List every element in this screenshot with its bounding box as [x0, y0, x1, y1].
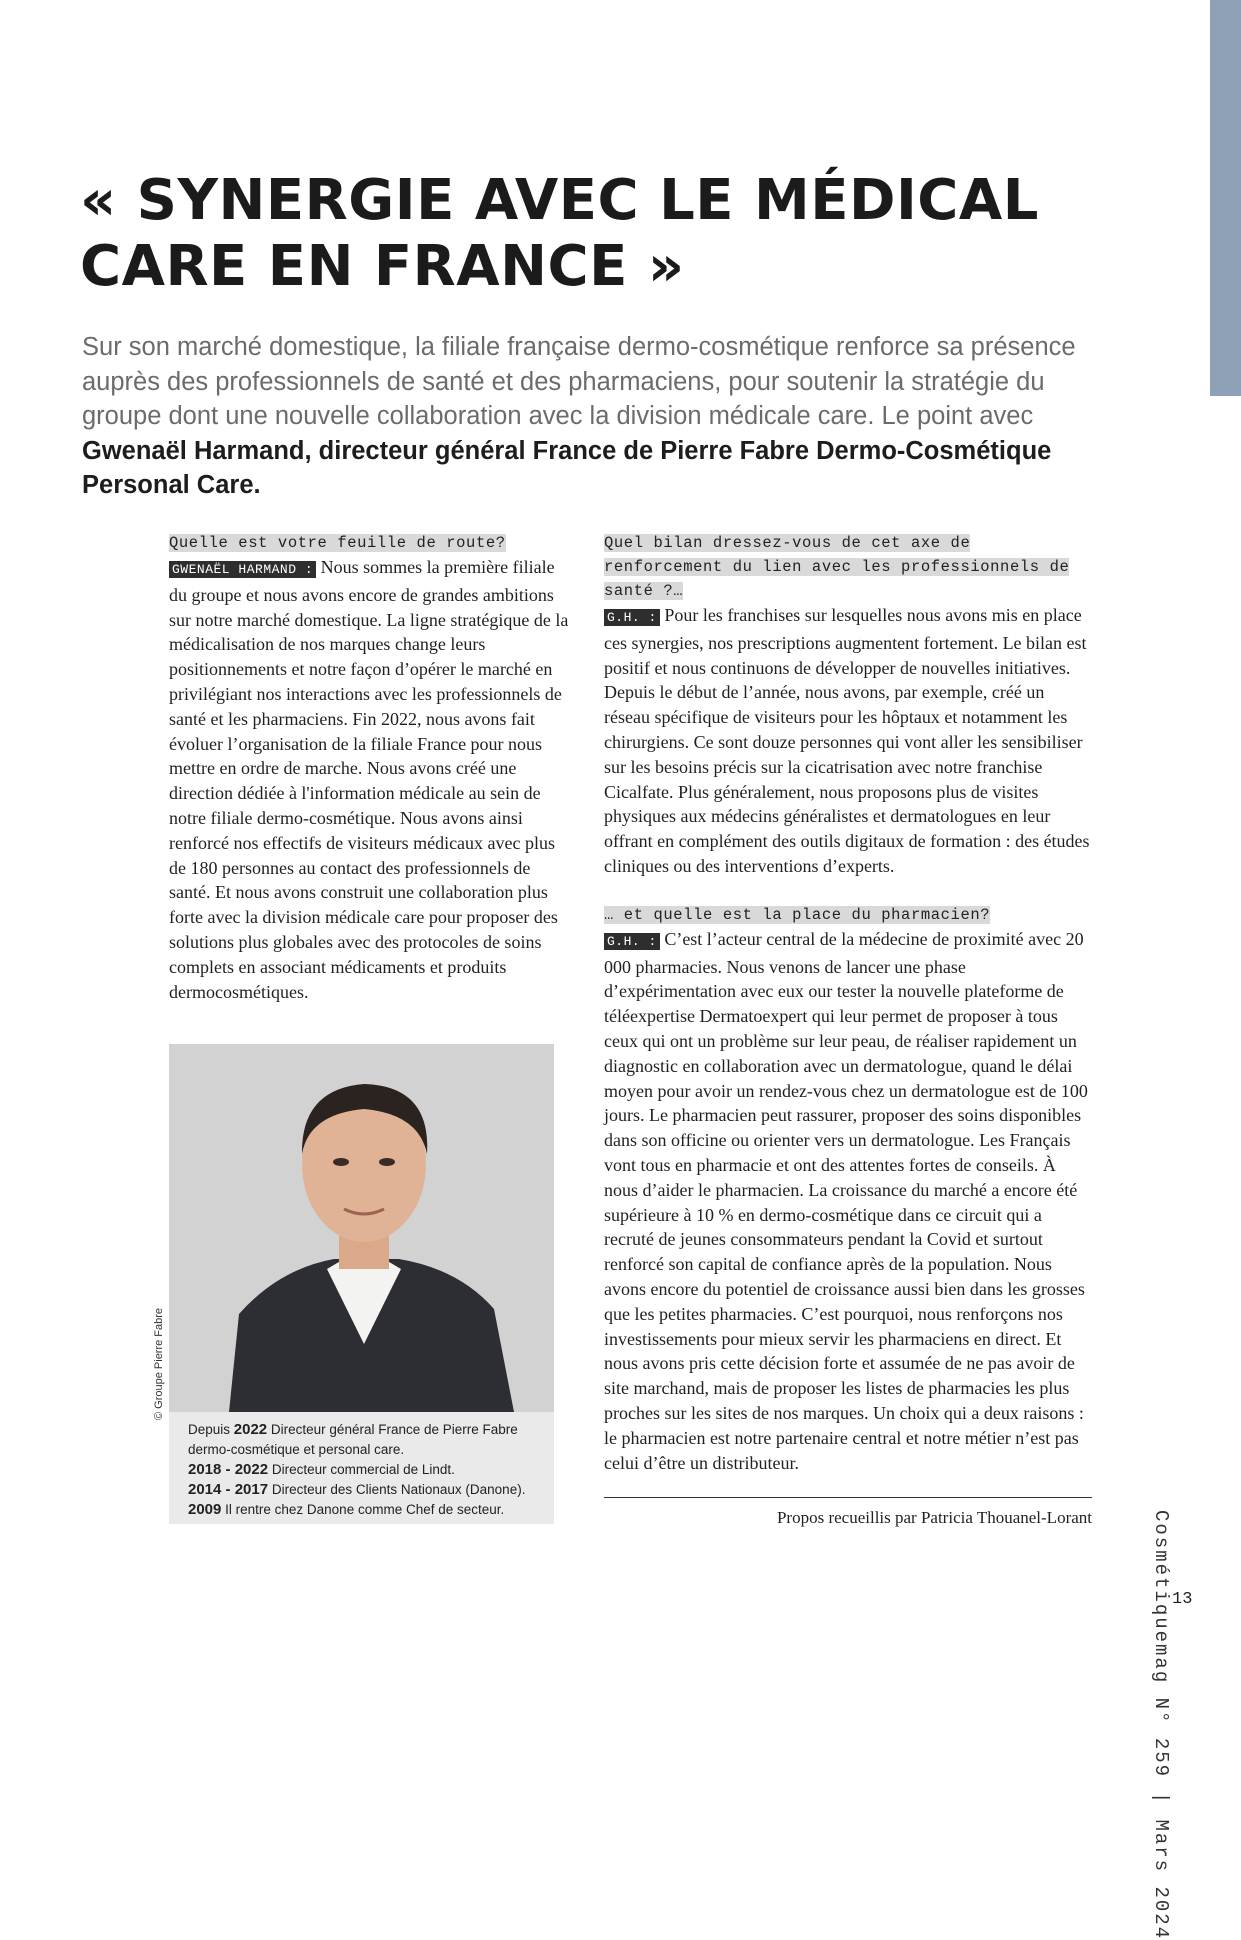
article-lead [82, 330, 1092, 503]
magazine-name: Cosmétiquemag N° 259 [1150, 1510, 1172, 1779]
career-caption [188, 1420, 548, 1520]
section-tab [1210, 0, 1241, 396]
answer-3: G.H. : C’est l’acteur central de la médecine de proximité avec 20 000 pharmacies. Nous venons de lancer une phase d’expérimentation avec eux our tester la nouvelle plateforme de téléexpertise Dermatoexpert qui leur permet de proposer à tous ceux qui ont un problème sur leur peau, de réaliser rapidement un diagnostic en collaboration avec un dermatologue, quand le délai moyen pour avoir un rendez-vous chez un dermatologue est de 100 jours. Le pharmacien peut rassurer, proposer des soins disponibles dans son officine ou orienter vers un dermatologue. Les Français vont tous en pharmacie et ont des attentes fortes de conseils. À nous d’aider le pharmacien. La croissance du marché a encore été supérieure à 10 % en dermo-cosmétique dans ce circuit qui a recruté de jeunes consommateurs pendant la Covid et surtout renforcé son capital de confiance après de la population. Nous avons encore du potentiel de croissance aussi bien dans les grosses que les petites pharmacies. C’est pourquoi, nous renforçons nos investissements pour mieux servir les pharmaciens en direct. Et nous avons pris cette décision forte et assumée de ne pas avoir de site marchand, mais de proposer les listes de pharmacies les plus proches sur les sites de nos marques. Un choix qui a deux raisons : le pharmacien est notre partenaire central et notre métier n’est pas celui d’être un distributeur. [604, 928, 1088, 1473]
caption-line: 2009 Il rentre chez Danone comme Chef de secteur. [188, 1501, 505, 1518]
page-number: 13 [1172, 1590, 1193, 1609]
question-1: Quelle est votre feuille de route? [169, 534, 506, 552]
speaker-label: GWENAËL HARMAND : [169, 561, 316, 578]
issue-date: Mars 2024 [1150, 1819, 1172, 1940]
caption-line: 2014 - 2017 Directeur des Clients Nationaux (Danone). [188, 1481, 526, 1498]
caption-line: 2018 - 2022 Directeur commercial de Lindt. [188, 1461, 455, 1478]
question-2: Quel bilan dressez-vous de cet axe de renforcement du lien avec les professionnels de santé ?… [604, 534, 1070, 600]
column-right [604, 531, 1094, 1475]
photo-credit: © Groupe Pierre Fabre [153, 1307, 165, 1420]
divider [604, 1497, 1092, 1498]
portrait-photo [169, 1044, 554, 1412]
speaker-label: G.H. : [604, 933, 660, 950]
question-3: … et quelle est la place du pharmacien? [604, 905, 991, 924]
answer-2: G.H. : Pour les franchises sur lesquelles nous avons mis en place ces synergies, nos prescriptions augmentent fortement. Le bilan est positif et nous continuons de développer de nouvelles initiatives. Depuis le début de l’année, nous avons, par exemple, créé un réseau spécifique de visiteurs pour les hôptaux et notamment les chirurgiens. Ce sont douze personnes qui vont aller les sensibiliser sur les besoins précis sur la cicatrisation avec notre franchise Cicalfate. Plus généralement, nous proposons plus de visites physiques aux médecins généralistes et dermatologues en leur offrant en complément des outils digitaux de formation : des études cliniques ou des interventions d’experts. [604, 605, 1090, 876]
article-title: « SYNERGIE AVEC LE MÉDICAL CARE EN FRANCE » [80, 168, 1039, 299]
lead-bold: Gwenaël Harmand, directeur général France de Pierre Fabre Dermo-Cosmétique Personal Care. [82, 436, 1052, 499]
byline: Propos recueillis par Patricia Thouanel-Lorant [776, 1508, 1092, 1527]
caption-line: Depuis 2022 Directeur général France de Pierre Fabre dermo-cosmétique et personal care. [188, 1421, 518, 1457]
answer-1: GWENAËL HARMAND : Nous sommes la première filiale du groupe et nous avons encore de grandes ambitions sur notre marché domestique. La ligne stratégique de la médicalisation de nos marques change leurs positionnements et notre façon d’opérer le marché en privilégiant nos interactions avec les professionnels de santé et les pharmaciens. Fin 2022, nous avons fait évoluer l’organisation de la filiale France pour nous mettre en ordre de marche. Nous avons créé une direction dédiée à l'information médicale au sein de notre filiale dermo-cosmétique. Nous avons ainsi renforcé nos effectifs de visiteurs médicaux avec plus de 180 personnes au contact des professionnels de santé. Et nous avons construit une collaboration plus forte avec la division médicale care pour proposer des solutions plus globales avec des protocoles de soins complets en associant médicaments et produits dermocosmétiques. [169, 557, 569, 1002]
magazine-footer: Cosmétiquemag N° 259|Mars 2024 [1150, 1510, 1172, 1940]
speaker-label: G.H. : [604, 609, 660, 626]
column-left [169, 531, 571, 1004]
lead-text: Sur son marché domestique, la filiale française dermo-cosmétique renforce sa présence auprès des professionnels de santé et des pharmaciens, pour soutenir la stratégie du groupe dont une nouvelle collaboration avec la division médicale care. Le point avec [82, 333, 1076, 430]
